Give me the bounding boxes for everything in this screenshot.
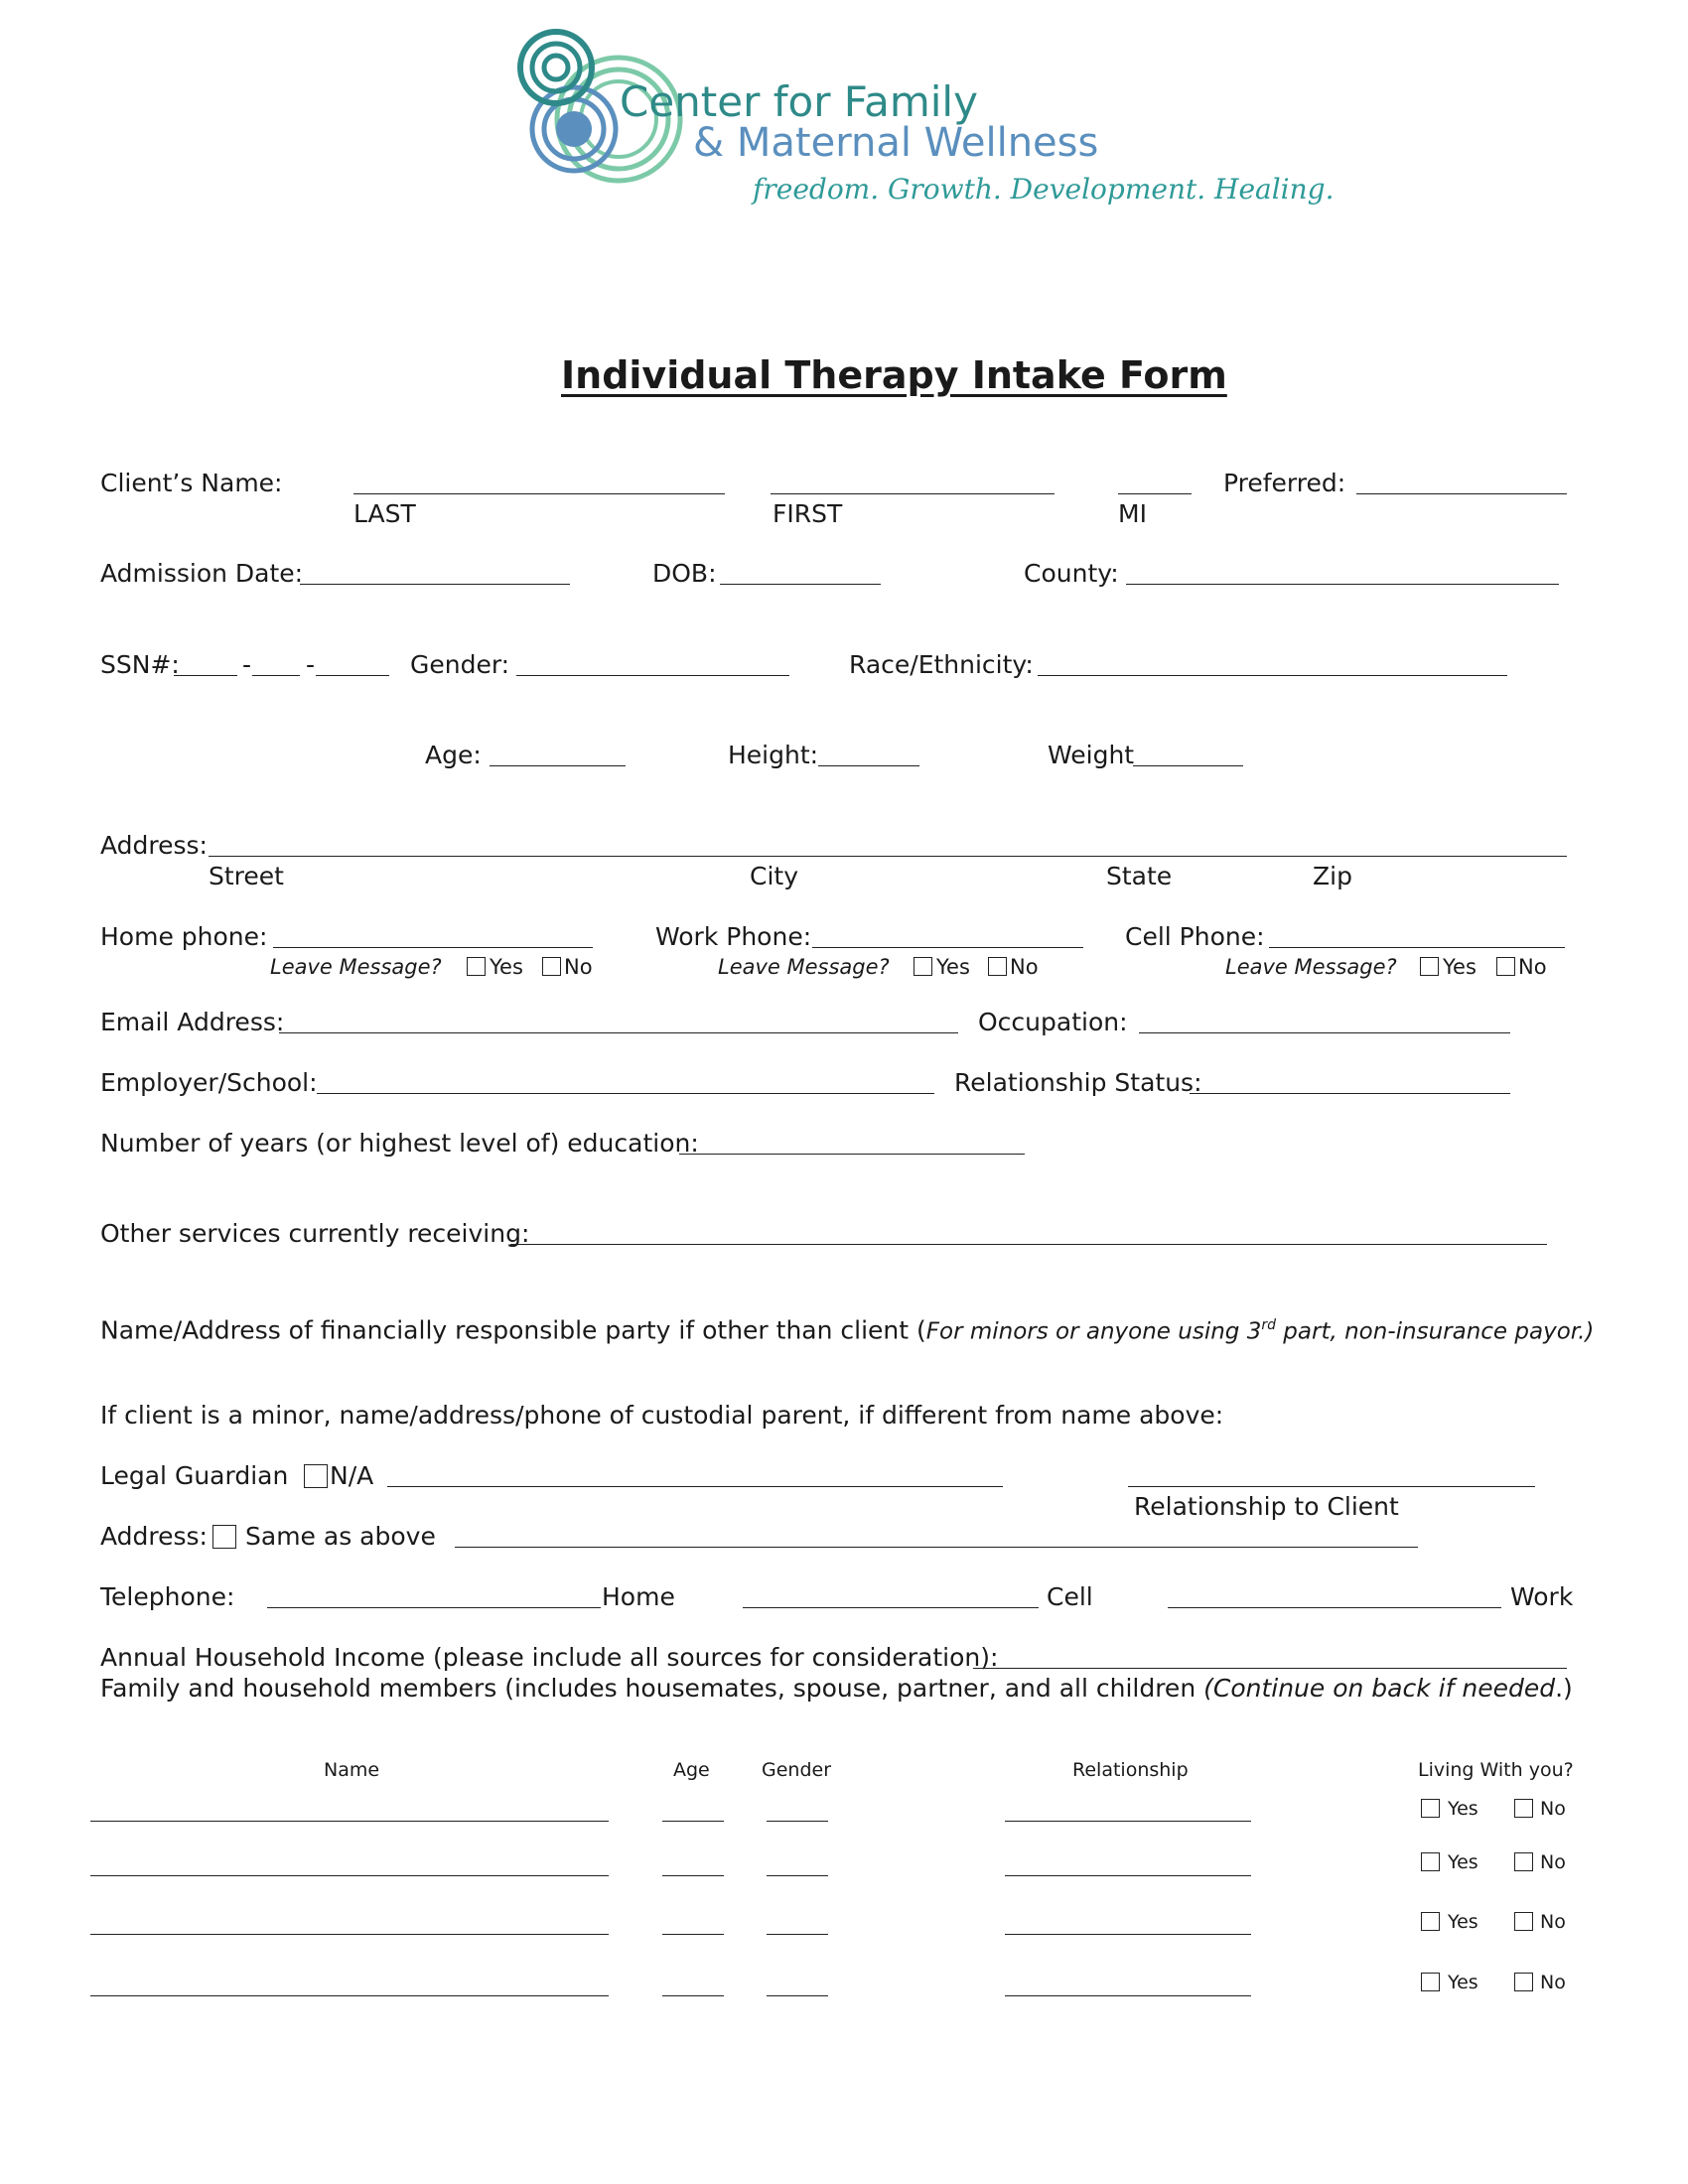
member-4-name-field[interactable] (90, 1995, 609, 1996)
household-italic: (Continue on back if needed (1203, 1674, 1556, 1703)
financial-sup: rd (1261, 1317, 1276, 1333)
cell-phone-field[interactable] (1269, 947, 1565, 948)
preferred-label: Preferred: (1223, 469, 1346, 497)
guardian-address-field[interactable] (455, 1547, 1418, 1548)
county-label: County: (1024, 559, 1119, 588)
member-3-no-label: No (1540, 1911, 1566, 1933)
gender-field[interactable] (516, 675, 789, 676)
admission-date-label: Admission Date: (100, 559, 304, 588)
ssn-field-part3[interactable] (316, 675, 389, 676)
cell-leave-message-no-checkbox[interactable] (1496, 957, 1515, 976)
email-label: Email Address: (100, 1008, 285, 1036)
member-2-gender-field[interactable] (767, 1875, 828, 1876)
mi-caption: MI (1118, 499, 1147, 528)
relationship-to-client-caption: Relationship to Client (1134, 1492, 1399, 1521)
home-yes-label: Yes (490, 955, 523, 979)
gender-label: Gender: (410, 650, 510, 679)
same-as-above-checkbox[interactable] (212, 1525, 236, 1549)
home-phone-field[interactable] (273, 947, 593, 948)
education-label: Number of years (or highest level of) education: (100, 1129, 699, 1158)
ssn-dash-2: - (306, 650, 316, 679)
ssn-label: SSN#: (100, 650, 180, 679)
logo-org-line1: Center for Family (620, 77, 978, 126)
education-field[interactable] (679, 1154, 1025, 1155)
occupation-label: Occupation: (978, 1008, 1128, 1036)
financial-text: Name/Address of financially responsible party if other than client ( (100, 1315, 926, 1345)
work-no-label: No (1010, 955, 1039, 979)
same-as-above-label: Same as above (245, 1522, 436, 1551)
telephone-label: Telephone: (100, 1582, 235, 1611)
state-caption: State (1106, 862, 1173, 890)
other-services-label: Other services currently receiving: (100, 1219, 530, 1248)
member-2-age-field[interactable] (662, 1875, 724, 1876)
annual-income-field[interactable] (973, 1668, 1567, 1669)
member-1-age-field[interactable] (662, 1821, 724, 1822)
financial-party-label (100, 1310, 1594, 1346)
logo-tagline: freedom. Growth. Development. Healing. (753, 173, 1335, 205)
last-caption: LAST (353, 499, 416, 528)
first-caption: FIRST (773, 499, 843, 528)
member-2-no-label: No (1540, 1851, 1566, 1873)
member-2-living-yes-checkbox[interactable] (1421, 1852, 1440, 1871)
member-2-name-field[interactable] (90, 1875, 609, 1876)
home-no-label: No (564, 955, 593, 979)
member-1-living-no-checkbox[interactable] (1514, 1799, 1533, 1818)
logo (514, 28, 1335, 226)
table-header-relationship: Relationship (1072, 1759, 1189, 1781)
dob-label: DOB: (652, 559, 717, 588)
race-ethnicity-field[interactable] (1038, 675, 1507, 676)
address-field[interactable] (209, 856, 1567, 857)
home-leave-message-no-checkbox[interactable] (542, 957, 561, 976)
logo-org-line2: & Maternal Wellness (693, 120, 1099, 166)
home-leave-message-yes-checkbox[interactable] (467, 957, 486, 976)
legal-guardian-label: Legal Guardian (100, 1461, 289, 1490)
member-3-name-field[interactable] (90, 1934, 609, 1935)
street-caption: Street (209, 862, 284, 890)
member-3-gender-field[interactable] (767, 1934, 828, 1935)
member-4-living-yes-checkbox[interactable] (1421, 1973, 1440, 1991)
financial-italic-2: part, non-insurance payor.) (1276, 1318, 1595, 1345)
member-3-yes-label: Yes (1448, 1911, 1478, 1933)
guardian-na-checkbox[interactable] (304, 1464, 328, 1488)
member-1-gender-field[interactable] (767, 1821, 828, 1822)
guardian-na-label: N/A (330, 1461, 374, 1490)
city-caption: City (750, 862, 798, 890)
member-2-yes-label: Yes (1448, 1851, 1478, 1873)
guardian-home-phone-field[interactable] (267, 1607, 601, 1608)
member-2-living-no-checkbox[interactable] (1514, 1852, 1533, 1871)
member-3-age-field[interactable] (662, 1934, 724, 1935)
client-name-label: Client’s Name: (100, 469, 283, 497)
other-services-field[interactable] (510, 1244, 1547, 1245)
ssn-field-part1[interactable] (174, 675, 237, 676)
member-4-relationship-field[interactable] (1005, 1995, 1251, 1996)
work-phone-field[interactable] (812, 947, 1083, 948)
admission-date-field[interactable] (300, 584, 570, 585)
client-first-name-field[interactable] (771, 493, 1055, 494)
home-caption: Home (602, 1582, 675, 1611)
guardian-name-field[interactable] (387, 1486, 1003, 1487)
member-4-age-field[interactable] (662, 1995, 724, 1996)
client-mi-field[interactable] (1118, 493, 1192, 494)
height-field[interactable] (818, 765, 919, 766)
work-leave-message-label: Leave Message? (718, 955, 890, 979)
weight-label: Weight (1048, 741, 1135, 769)
relationship-status-label: Relationship Status: (954, 1068, 1202, 1097)
member-3-relationship-field[interactable] (1005, 1934, 1251, 1935)
guardian-relationship-field[interactable] (1128, 1486, 1535, 1487)
cell-leave-message-yes-checkbox[interactable] (1420, 957, 1439, 976)
guardian-work-phone-field[interactable] (1168, 1607, 1501, 1608)
ssn-field-part2[interactable] (252, 675, 300, 676)
member-4-gender-field[interactable] (767, 1995, 828, 1996)
work-phone-label: Work Phone: (655, 922, 812, 951)
page-title: Individual Therapy Intake Form (561, 353, 1227, 397)
member-4-living-no-checkbox[interactable] (1514, 1973, 1533, 1991)
work-caption: Work (1510, 1582, 1574, 1611)
relationship-status-field[interactable] (1190, 1093, 1510, 1094)
member-3-living-yes-checkbox[interactable] (1421, 1912, 1440, 1931)
work-yes-label: Yes (936, 955, 970, 979)
preferred-name-field[interactable] (1356, 493, 1567, 494)
cell-yes-label: Yes (1443, 955, 1477, 979)
home-phone-label: Home phone: (100, 922, 268, 951)
table-header-living: Living With you? (1418, 1759, 1574, 1781)
occupation-field[interactable] (1139, 1032, 1510, 1033)
table-header-gender: Gender (762, 1759, 832, 1781)
member-1-relationship-field[interactable] (1005, 1821, 1251, 1822)
member-1-name-field[interactable] (90, 1821, 609, 1822)
member-4-no-label: No (1540, 1972, 1566, 1993)
member-1-yes-label: Yes (1448, 1798, 1478, 1820)
household-end: .) (1555, 1674, 1573, 1703)
guardian-address-label: Address: (100, 1522, 208, 1551)
cell-caption: Cell (1047, 1582, 1093, 1611)
guardian-cell-phone-field[interactable] (743, 1607, 1039, 1608)
dob-field[interactable] (720, 584, 881, 585)
table-header-name: Name (324, 1759, 380, 1781)
zip-caption: Zip (1313, 862, 1352, 890)
email-field[interactable] (279, 1032, 958, 1033)
member-4-yes-label: Yes (1448, 1972, 1478, 1993)
weight-field[interactable] (1133, 765, 1243, 766)
cell-phone-label: Cell Phone: (1125, 922, 1265, 951)
minor-note: If client is a minor, name/address/phone of custodial parent, if different from name above: (100, 1401, 1224, 1430)
household-members-label (100, 1674, 1573, 1704)
address-label: Address: (100, 831, 208, 860)
home-leave-message-label: Leave Message? (270, 955, 442, 979)
work-leave-message-yes-checkbox[interactable] (914, 957, 932, 976)
client-last-name-field[interactable] (353, 493, 725, 494)
ssn-dash-1: - (242, 650, 252, 679)
member-1-living-yes-checkbox[interactable] (1421, 1799, 1440, 1818)
height-label: Height: (728, 741, 819, 769)
member-2-relationship-field[interactable] (1005, 1875, 1251, 1876)
table-header-age: Age (673, 1759, 710, 1781)
employer-school-label: Employer/School: (100, 1068, 318, 1097)
work-leave-message-no-checkbox[interactable] (988, 957, 1007, 976)
household-text: Family and household members (includes housemates, spouse, partner, and all children (100, 1674, 1204, 1703)
member-3-living-no-checkbox[interactable] (1514, 1912, 1533, 1931)
annual-income-label: Annual Household Income (please include all sources for consideration): (100, 1643, 999, 1672)
employer-school-field[interactable] (317, 1093, 934, 1094)
age-field[interactable] (490, 765, 626, 766)
county-field[interactable] (1126, 584, 1559, 585)
cell-no-label: No (1518, 955, 1547, 979)
race-ethnicity-label: Race/Ethnicity: (849, 650, 1034, 679)
cell-leave-message-label: Leave Message? (1225, 955, 1397, 979)
age-label: Age: (425, 741, 482, 769)
member-1-no-label: No (1540, 1798, 1566, 1820)
financial-italic: For minors or anyone using 3 (925, 1318, 1262, 1345)
